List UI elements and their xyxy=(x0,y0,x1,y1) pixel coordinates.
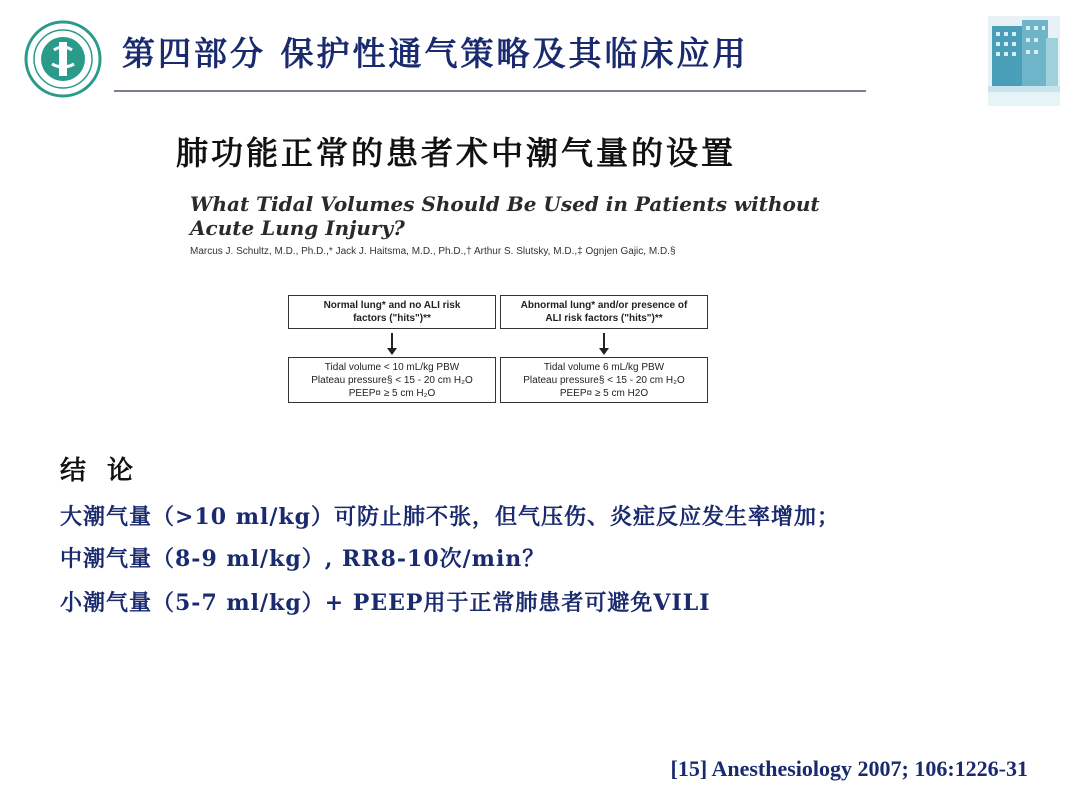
down-arrow-icon xyxy=(603,333,605,349)
title-divider xyxy=(114,90,866,92)
flow-box-line: Normal lung* and no ALI risk xyxy=(323,300,461,311)
down-arrow-icon xyxy=(391,333,393,349)
flow-box-line: PEEP¤ ≥ 5 cm H2O xyxy=(559,387,649,399)
paper-authors: Marcus J. Schultz, M.D., Ph.D.,* Jack J. Haitsma, M.D., Ph.D.,† Arthur S. Slutsky, M.D.,‡ Ognjen Gajic, M.D.§ xyxy=(190,246,676,257)
flow-box-line: Plateau pressure§ < 15 - 20 cm H₂O xyxy=(523,374,685,386)
slide-subtitle: 肺功能正常的患者术中潮气量的设置 xyxy=(176,134,737,172)
flow-box-line: factors ("hits")** xyxy=(353,313,431,324)
page-title: 第四部分 保护性通气策略及其临床应用 xyxy=(122,34,749,73)
flow-box-normal-settings xyxy=(288,357,496,403)
reference-citation: [15] Anesthesiology 2007; 106:1226-31 xyxy=(670,756,1028,781)
flow-box-abnormal-lung xyxy=(500,295,708,329)
conclusion-heading: 结 论 xyxy=(60,456,140,486)
conclusion-line-large-tv: 大潮气量（>10 ml/kg）可防止肺不张，但气压伤、炎症反应发生率增加； xyxy=(60,504,841,530)
flow-box-abnormal-settings xyxy=(500,357,708,403)
flow-box-line: Plateau pressure§ < 15 - 20 cm H₂O xyxy=(311,374,473,386)
flow-box-line: Abnormal lung* and/or presence of xyxy=(520,300,688,311)
hospital-building-image xyxy=(988,16,1060,106)
flow-box-line: ALI risk factors ("hits")** xyxy=(545,313,663,324)
ventilation-flowchart xyxy=(288,295,708,405)
flow-box-normal-lung xyxy=(288,295,496,329)
paper-title: What Tidal Volumes Should Be Used in Patients without Acute Lung Injury? xyxy=(190,192,820,240)
flow-box-line: Tidal volume < 10 mL/kg PBW xyxy=(324,361,460,373)
flow-box-line: Tidal volume 6 mL/kg PBW xyxy=(543,361,665,373)
conclusion-line-small-tv: 小潮气量（5-7 ml/kg）+ PEEP用于正常肺患者可避免VILI xyxy=(60,590,711,616)
flow-box-line: PEEP¤ ≥ 5 cm H₂O xyxy=(348,387,436,399)
conclusion-line-medium-tv: 中潮气量（8-9 ml/kg）, RR8-10次/min？ xyxy=(60,546,546,572)
hospital-logo xyxy=(24,20,102,98)
